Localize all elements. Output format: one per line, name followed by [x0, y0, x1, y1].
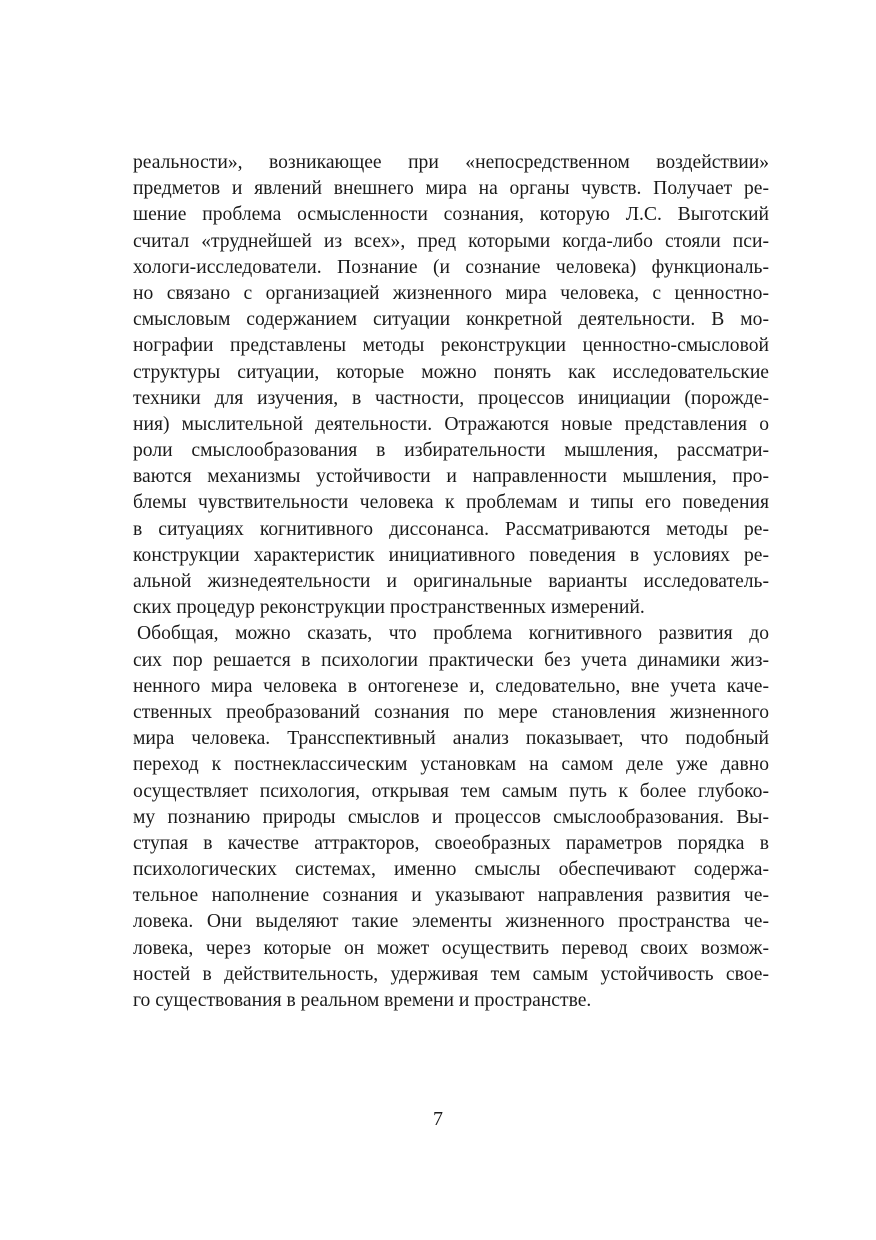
- text-line: блемы чувствительности человека к проблемам и типы его поведения: [133, 492, 769, 514]
- text-line: считал «труднейшей из всех», пред которыми когда-либо стояли пси-: [133, 230, 769, 252]
- text-line: осуществляет психология, открывая тем самым путь к более глубоко-: [133, 780, 769, 802]
- text-line: роли смыслообразования в избирательности мышления, рассматри-: [133, 440, 769, 462]
- text-line: ственных преобразований сознания по мере становления жизненного: [133, 701, 769, 723]
- text-line: ваются механизмы устойчивости и направленности мышления, про-: [133, 466, 769, 488]
- text-line: реальности», возникающее при «непосредственном воздействии»: [133, 152, 769, 173]
- text-line: предметов и явлений внешнего мира на органы чувств. Получает ре-: [133, 178, 769, 200]
- body-text: [133, 150, 769, 1014]
- text-line: ских процедур реконструкции пространственных измерений.: [133, 597, 645, 619]
- text-line: ловека. Они выделяют такие элементы жизненного пространства че-: [133, 911, 769, 933]
- page-number: 7: [433, 1108, 443, 1130]
- text-line: шение проблема осмысленности сознания, которую Л.С. Выготский: [133, 204, 769, 226]
- text-line: техники для изучения, в частности, процессов инициации (порожде-: [133, 387, 769, 409]
- text-line: ния) мыслительной деятельности. Отражаются новые представления о: [133, 413, 769, 435]
- text-line: нографии представлены методы реконструкции ценностно-смысловой: [133, 335, 769, 357]
- paragraph: [133, 150, 769, 621]
- text-line: переход к постнеклассическим установкам на самом деле уже давно: [133, 754, 769, 776]
- text-line: ловека, через которые он может осуществить перевод своих возмож-: [133, 937, 769, 959]
- text-line: Обобщая, можно сказать, что проблема когнитивного развития до: [137, 623, 769, 645]
- text-line: сих пор решается в психологии практически без учета динамики жиз-: [133, 649, 769, 671]
- text-line: в ситуациях когнитивного диссонанса. Рассматриваются методы ре-: [133, 518, 769, 540]
- text-line: ностей в действительность, удерживая тем самым устойчивость свое-: [133, 963, 769, 985]
- text-line: но связано с организацией жизненного мира человека, с ценностно-: [133, 282, 769, 304]
- text-line: психологических системах, именно смыслы обеспечивают содержа-: [133, 859, 769, 881]
- text-line: ступая в качестве аттракторов, своеобразных параметров порядка в: [133, 832, 769, 854]
- text-line: альной жизнедеятельности и оригинальные варианты исследователь-: [133, 571, 769, 592]
- text-line: смысловым содержанием ситуации конкретной деятельности. В мо-: [133, 309, 769, 331]
- text-line: тельное наполнение сознания и указывают направления развития че-: [133, 885, 769, 907]
- text-line: хологи-исследователи. Познание (и сознание человека) функциональ-: [133, 256, 769, 278]
- text-line: му познанию природы смыслов и процессов смыслообразования. Вы-: [133, 806, 769, 828]
- text-line: структуры ситуации, которые можно понять как исследовательские: [133, 361, 769, 383]
- text-line: мира человека. Трансспективный анализ показывает, что подобный: [133, 728, 769, 750]
- text-line: ненного мира человека в онтогенезе и, следовательно, вне учета каче-: [133, 675, 769, 697]
- text-line: го существования в реальном времени и пространстве.: [133, 990, 592, 1011]
- paragraph: [133, 621, 769, 1014]
- text-line: конструкции характеристик инициативного поведения в условиях ре-: [133, 544, 769, 566]
